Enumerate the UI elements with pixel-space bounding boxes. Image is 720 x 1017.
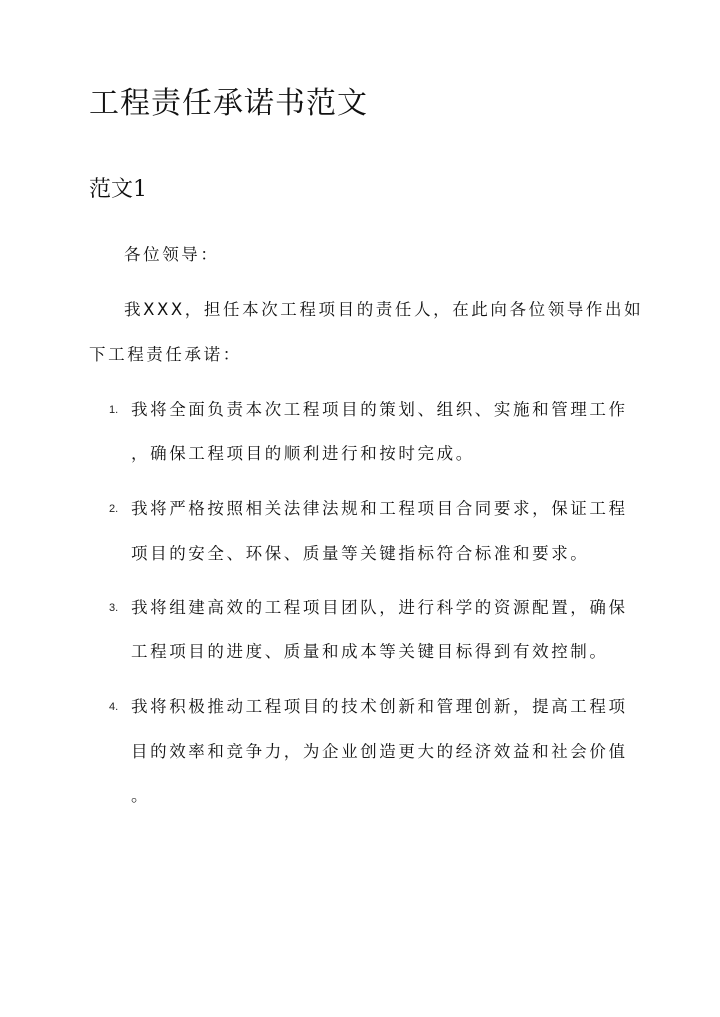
list-item-line: 我将严格按照相关法律法规和工程项目合同要求，保证工程 [131,499,628,518]
list-item-number: 2. [109,503,119,515]
list-item-line: ，确保工程项目的顺利进行和按时完成。 [131,444,475,463]
intro-paragraph-line: 下工程责任承诺： [89,345,242,364]
list-item-number: 1. [109,404,119,416]
list-item-line: 我将组建高效的工程项目团队，进行科学的资源配置，确保 [131,598,628,617]
list-item-line: 工程项目的进度、质量和成本等关键目标得到有效控制。 [131,642,609,661]
list-item-line: 我将全面负责本次工程项目的策划、组织、实施和管理工作 [131,400,628,419]
list-item-line: 我将积极推动工程项目的技术创新和管理创新，提高工程项 [131,697,628,716]
list-item-line: 目的效率和竞争力，为企业创造更大的经济效益和社会价值 [131,742,628,761]
list-item-line: 。 [131,786,151,805]
list-item-line: 项目的安全、环保、质量等关键指标符合标准和要求。 [131,544,590,563]
intro-paragraph-line: 我XXX，担任本次工程项目的责任人，在此向各位领导作出如 [124,300,644,319]
section-heading: 范文1 [89,177,147,202]
list-item-number: 4. [109,701,119,713]
list-item-number: 3. [109,602,119,614]
salutation: 各位领导： [124,245,220,264]
document-title: 工程责任承诺书范文 [89,86,368,121]
